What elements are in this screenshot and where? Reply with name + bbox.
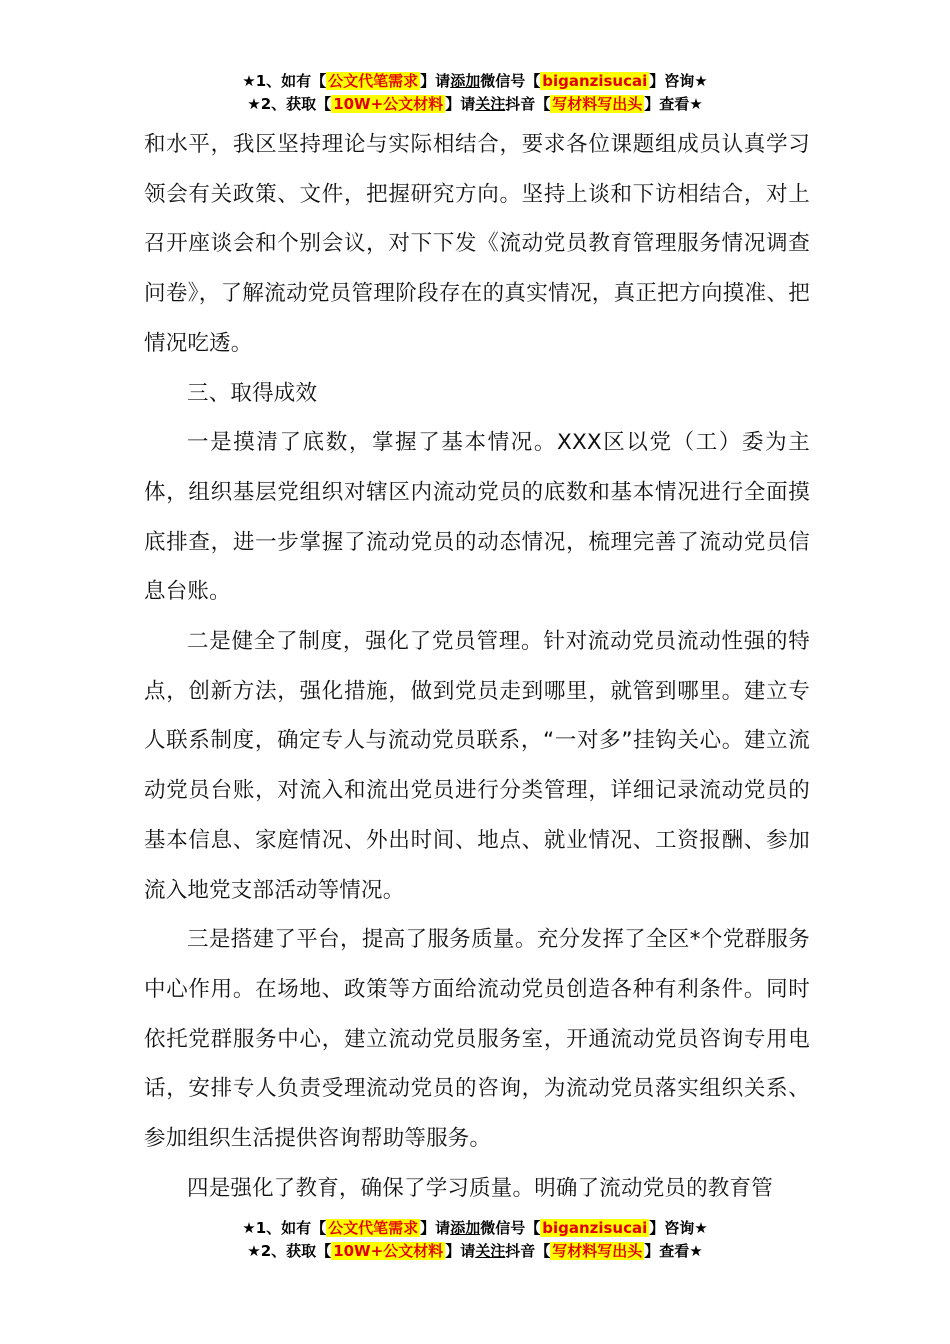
highlight-douyin: 写材料写出头 [552, 95, 643, 113]
highlight-materials: 10W+公文材料 [333, 1242, 444, 1260]
highlight-wechat-id: biganzisucai [542, 1219, 648, 1237]
section-heading: 三、取得成效 [187, 380, 318, 406]
highlight-douyin: 写材料写出头 [552, 1242, 643, 1260]
banner-underlined: 关注 [475, 1242, 506, 1260]
banner-line-2 [0, 93, 950, 116]
paragraph-2: 二是健全了制度，强化了党员管理。针对流动党员流动性强的特点，创新方法，强化措施，做到党员走到哪里，就管到哪里。建立专人联系制度，确定专人与流动党员联系，“一对多”挂钩关心。建立流动党员台账，对流入和流出党员进行分类管理，详细记录流动党员的基本信息、家庭情况、外出时间、地点、就业情况、工资报酬、参加流入地党支部活动等情况。 [144, 629, 810, 903]
highlight-service: 公文代笔需求 [328, 72, 419, 90]
banner-underlined: 添加 [450, 1219, 481, 1237]
banner-line-2 [0, 1240, 950, 1263]
banner-text: 】请 [420, 72, 451, 90]
banner-text: ★1、如有【 [242, 1219, 327, 1237]
document-body [144, 120, 810, 1213]
paragraph-3: 三是搭建了平台，提高了服务质量。充分发挥了全区*个党群服务中心作用。在场地、政策等方面给流动党员创造各种有利条件。同时依托党群服务中心，建立流动党员服务室，开通流动党员咨询专用电话，安排专人负责受理流动党员的咨询，为流动党员落实组织关系、参加组织生活提供咨询帮助等服务。 [144, 927, 810, 1152]
paragraph-4: 四是强化了教育，确保了学习质量。明确了流动党员的教育管 [187, 1175, 773, 1201]
banner-underlined: 关注 [475, 95, 506, 113]
banner-text: 】请 [420, 1219, 451, 1237]
banner-text: 】咨询★ [649, 1219, 708, 1237]
banner-text: 抖音【 [505, 1242, 551, 1260]
paragraph-1: 一是摸清了底数，掌握了基本情况。XXX区以党（工）委为主体，组织基层党组织对辖区内流动党员的底数和基本情况进行全面摸底排查，进一步掌握了流动党员的动态情况，梳理完善了流动党员信息台账。 [144, 430, 810, 605]
banner-line-1 [0, 70, 950, 93]
banner-text: 】请 [445, 95, 476, 113]
banner-text: ★2、获取【 [247, 95, 332, 113]
highlight-materials: 10W+公文材料 [333, 95, 444, 113]
banner-text: 】咨询★ [649, 72, 708, 90]
banner-line-1 [0, 1217, 950, 1240]
highlight-service: 公文代笔需求 [328, 1219, 419, 1237]
banner-text: 】查看★ [644, 95, 703, 113]
banner-text: 微信号【 [480, 72, 541, 90]
banner-text: ★2、获取【 [247, 1242, 332, 1260]
banner-text: 微信号【 [480, 1219, 541, 1237]
banner-text: 】请 [445, 1242, 476, 1260]
header-banner [0, 70, 950, 116]
banner-text: 】查看★ [644, 1242, 703, 1260]
banner-text: ★1、如有【 [242, 72, 327, 90]
banner-text: 抖音【 [505, 95, 551, 113]
paragraph-continued: 和水平，我区坚持理论与实际相结合，要求各位课题组成员认真学习领会有关政策、文件，把握研究方向。坚持上谈和下访相结合，对上召开座谈会和个别会议，对下下发《流动党员教育管理服务情况调查问卷》，了解流动党员管理阶段存在的真实情况，真正把方向摸准、把情况吃透。 [144, 132, 810, 356]
highlight-wechat-id: biganzisucai [542, 72, 648, 90]
banner-underlined: 添加 [450, 72, 481, 90]
footer-banner [0, 1217, 950, 1263]
